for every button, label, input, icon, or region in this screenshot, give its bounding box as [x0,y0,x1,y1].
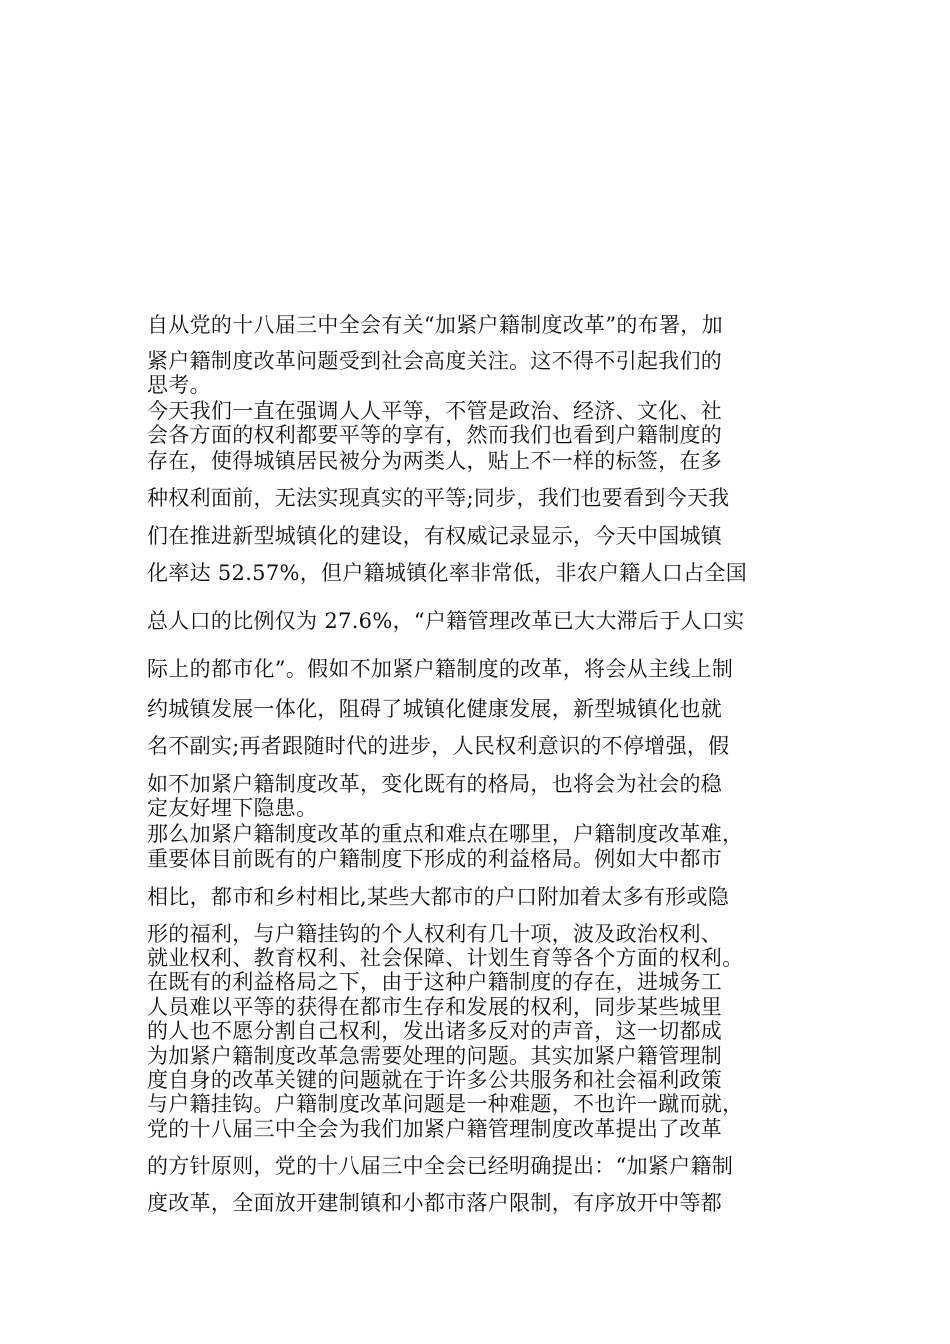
text-line-26: 与户籍挂钩。户籍制度改革问题是一种难题，不也许一蹴而就， [147,1092,744,1116]
text-line-19: 形的福利，与户籍挂钩的个人权利有几十项，波及政治权利、 [147,922,723,946]
text-line-27: 党的十八届三中全会为我们加紧户籍管理制度改革提出了改革 [147,1117,723,1141]
text-line-9: 化率达 52.57%，但户籍城镇化率非常低，非农户籍人口占全国 [147,561,748,585]
text-line-25: 度自身的改革关键的问题就在于许多公共服务和社会福利政策 [147,1068,723,1092]
text-line-22: 人员难以平等的获得在都市生存和发展的权利，同步某些城里 [147,995,723,1019]
text-line-28: 的方针原则，党的十八届三中全会已经明确提出：“加紧户籍制 [147,1154,734,1178]
text-line-14: 如不加紧户籍制度改革，变化既有的格局，也将会为社会的稳 [147,772,723,796]
text-line-21: 在既有的利益格局之下，由于这种户籍制度的存在，进城务工 [147,970,723,994]
text-line-15: 定友好埋下隐患。 [147,796,318,820]
text-line-7: 种权利面前，无法实现真实的平等;同步，我们也要看到今天我 [147,486,730,510]
text-line-6: 存在，使得城镇居民被分为两类人，贴上不一样的标签，在多 [147,449,723,473]
text-line-4: 今天我们一直在强调人人平等，不管是政治、经济、文化、社 [147,399,723,423]
text-line-16: 那么加紧户籍制度改革的重点和难点在哪里，户籍制度改革难， [147,822,744,846]
text-line-5: 会各方面的权利都要平等的享有，然而我们也看到户籍制度的 [147,423,723,447]
text-line-11: 际上的都市化”。假如不加紧户籍制度的改革，将会从主线上制 [147,657,734,681]
text-line-2: 紧户籍制度改革问题受到社会高度关注。这不得不引起我们的 [147,349,723,373]
text-line-29: 度改革，全面放开建制镇和小都市落户限制，有序放开中等都 [147,1191,723,1215]
text-line-10: 总人口的比例仅为 27.6%，“户籍管理改革已大大滞后于人口实 [147,609,745,633]
text-line-12: 约城镇发展一体化，阻碍了城镇化健康发展，新型城镇化也就 [147,697,723,721]
text-line-18: 相比，都市和乡村相比,某些大都市的户口附加着太多有形或隐 [147,885,730,909]
text-line-13: 名不副实;再者跟随时代的进步，人民权利意识的不停增强，假 [147,734,730,758]
text-line-23: 的人也不愿分割自己权利，发出诸多反对的声音，这一切都成 [147,1019,723,1043]
text-line-1: 自从党的十八届三中全会有关“加紧户籍制度改革”的布署，加 [147,313,723,337]
text-line-17: 重要体目前既有的户籍制度下形成的利益格局。例如大中都市 [147,847,723,871]
text-line-3: 思考。 [147,373,211,397]
text-line-24: 为加紧户籍制度改革急需要处理的问题。其实加紧户籍管理制 [147,1044,723,1068]
text-line-20: 就业权利、教育权利、社会保障、计划生育等各个方面的权利。 [147,946,744,970]
text-line-8: 们在推进新型城镇化的建设，有权威记录显示，今天中国城镇 [147,524,723,548]
